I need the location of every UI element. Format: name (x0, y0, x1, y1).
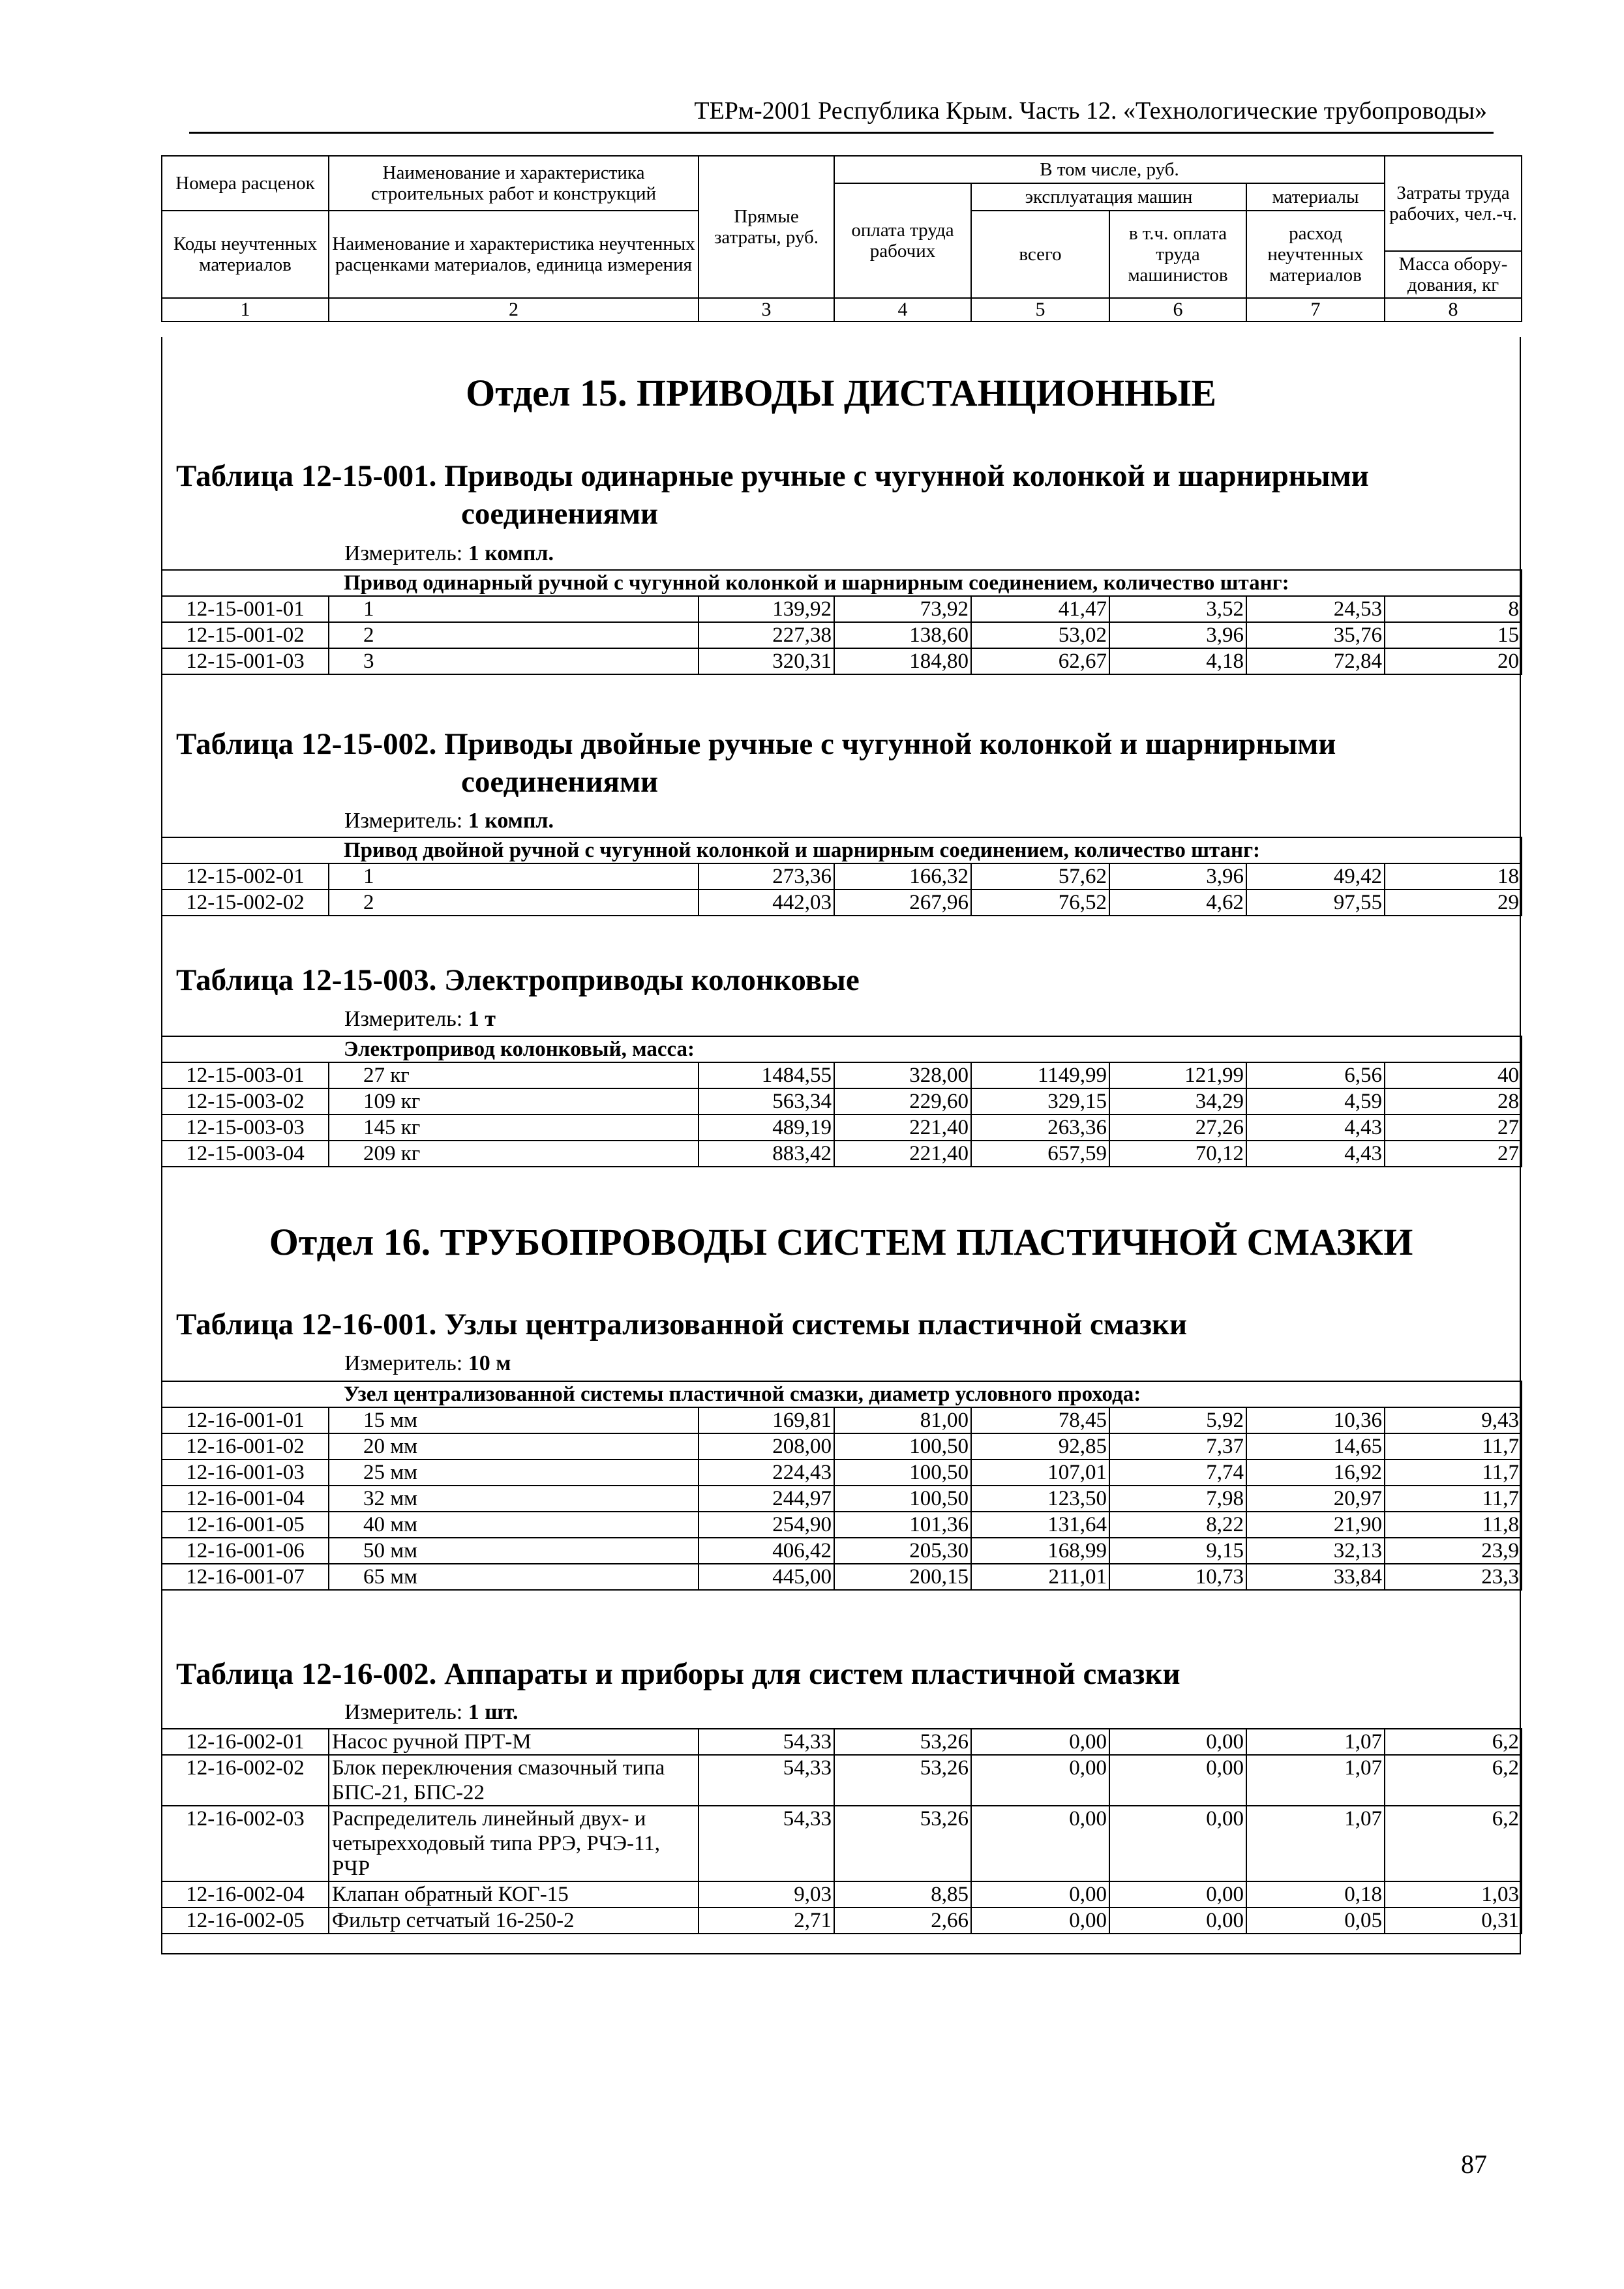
table-row (162, 1459, 1522, 1486)
rate-code-cell: 12-16-002-04 (162, 1881, 329, 1908)
value-cell: 27 (1385, 1115, 1522, 1141)
value-cell: 54,33 (699, 1755, 834, 1806)
value-cell: 273,36 (699, 863, 834, 890)
value-cell: 883,42 (699, 1141, 834, 1167)
value-cell: 27,26 (1109, 1115, 1246, 1141)
value-cell: 2,66 (834, 1908, 971, 1934)
value-cell: 328,00 (834, 1062, 971, 1088)
description-cell: Распределитель линейный двух- и четырехходовый типа РРЭ, РЧЭ-11, РЧР (329, 1806, 699, 1881)
table-row (162, 1407, 1522, 1433)
rate-code-cell: 12-16-001-01 (162, 1407, 329, 1433)
value-cell: 107,01 (971, 1459, 1109, 1486)
rate-code-cell: 12-16-002-03 (162, 1806, 329, 1881)
value-cell: 200,15 (834, 1564, 971, 1590)
header-machinist-pay: в т.ч. оплата труда машинистов (1109, 211, 1246, 298)
column-header-table (161, 155, 1522, 322)
value-cell: 0,00 (971, 1755, 1109, 1806)
description-cell: 15 мм (329, 1407, 699, 1433)
value-cell: 41,47 (971, 596, 1109, 622)
header-work-name: Наименование и характеристика строительных работ и конструкций (329, 156, 699, 211)
rates-table (161, 1728, 1522, 1934)
section-title: Отдел 15. ПРИВОДЫ ДИСТАНЦИОННЫЕ (466, 372, 1216, 414)
value-cell: 23,9 (1385, 1538, 1522, 1564)
header-equipment-mass: Масса обору-дования, кг (1385, 251, 1522, 298)
table-row (162, 1512, 1522, 1538)
value-cell: 72,84 (1246, 648, 1385, 674)
header-machines-total: всего (971, 211, 1109, 298)
value-cell: 2,71 (699, 1908, 834, 1934)
value-cell: 168,99 (971, 1538, 1109, 1564)
rates-table (161, 1381, 1522, 1591)
rates-table (161, 837, 1522, 916)
table-caption-row (162, 1036, 1522, 1062)
column-number: 7 (1246, 298, 1385, 322)
value-cell: 1,07 (1246, 1729, 1385, 1755)
value-cell: 263,36 (971, 1115, 1109, 1141)
table-caption: Привод двойной ручной с чугунной колонкой и шарнирным соединением, количество штанг: (162, 837, 1522, 863)
header-material-codes: Коды неучтенных материалов (162, 211, 329, 298)
rate-code-cell: 12-15-001-02 (162, 622, 329, 648)
rate-code-cell: 12-15-001-01 (162, 596, 329, 622)
value-cell: 10,73 (1109, 1564, 1246, 1590)
value-cell: 81,00 (834, 1407, 971, 1433)
table-row (162, 1538, 1522, 1564)
value-cell: 8,85 (834, 1881, 971, 1908)
value-cell: 21,90 (1246, 1512, 1385, 1538)
table-row (162, 1088, 1522, 1115)
value-cell: 138,60 (834, 622, 971, 648)
value-cell: 0,18 (1246, 1881, 1385, 1908)
rate-code-cell: 12-16-002-05 (162, 1908, 329, 1934)
value-cell: 7,98 (1109, 1486, 1246, 1512)
value-cell: 563,34 (699, 1088, 834, 1115)
description-cell: Клапан обратный КОГ-15 (329, 1881, 699, 1908)
table-caption-row (162, 1381, 1522, 1407)
table-title: Таблица 12-16-002. Аппараты и приборы для систем пластичной смазки (176, 1657, 1180, 1691)
value-cell: 221,40 (834, 1115, 971, 1141)
value-cell: 28 (1385, 1088, 1522, 1115)
rates-table (161, 569, 1522, 675)
unit-label: Измеритель: 10 м (344, 1351, 511, 1375)
value-cell: 184,80 (834, 648, 971, 674)
value-cell: 6,2 (1385, 1755, 1522, 1806)
value-cell: 76,52 (971, 890, 1109, 916)
value-cell: 78,45 (971, 1407, 1109, 1433)
description-cell: 109 кг (329, 1088, 699, 1115)
table-title: Таблица 12-15-002. Приводы двойные ручные с чугунной колонкой и шарнирными соединениями (176, 727, 1336, 799)
value-cell: 4,43 (1246, 1115, 1385, 1141)
value-cell: 53,02 (971, 622, 1109, 648)
table-row (162, 1433, 1522, 1459)
table-caption: Привод одинарный ручной с чугунной колонкой и шарнирным соединением, количество штанг: (162, 570, 1522, 596)
table-row (162, 1564, 1522, 1590)
table-row (162, 1141, 1522, 1167)
value-cell: 16,92 (1246, 1459, 1385, 1486)
value-cell: 32,13 (1246, 1538, 1385, 1564)
value-cell: 9,15 (1109, 1538, 1246, 1564)
value-cell: 169,81 (699, 1407, 834, 1433)
description-cell: 27 кг (329, 1062, 699, 1088)
section-title: Отдел 16. ТРУБОПРОВОДЫ СИСТЕМ ПЛАСТИЧНОЙ СМАЗКИ (269, 1221, 1413, 1263)
value-cell: 166,32 (834, 863, 971, 890)
value-cell: 1149,99 (971, 1062, 1109, 1088)
value-cell: 244,97 (699, 1486, 834, 1512)
header-worker-pay: оплата труда рабочих (834, 183, 971, 298)
header-rate-numbers: Номера расценок (162, 156, 329, 211)
rate-code-cell: 12-15-003-04 (162, 1141, 329, 1167)
value-cell: 70,12 (1109, 1141, 1246, 1167)
table-row (162, 622, 1522, 648)
description-cell: Фильтр сетчатый 16-250-2 (329, 1908, 699, 1934)
value-cell: 3,96 (1109, 863, 1246, 890)
value-cell: 6,2 (1385, 1729, 1522, 1755)
value-cell: 24,53 (1246, 596, 1385, 622)
table-row (162, 1806, 1522, 1881)
value-cell: 11,8 (1385, 1512, 1522, 1538)
header-machines: эксплуатация машин (971, 183, 1246, 211)
table-caption-row (162, 837, 1522, 863)
description-cell: 2 (329, 622, 699, 648)
value-cell: 8 (1385, 596, 1522, 622)
value-cell: 9,43 (1385, 1407, 1522, 1433)
header-labor-costs: Затраты труда рабочих, чел.-ч. (1385, 156, 1522, 251)
value-cell: 489,19 (699, 1115, 834, 1141)
rate-code-cell: 12-15-002-01 (162, 863, 329, 890)
unit-label: Измеритель: 1 компл. (344, 809, 554, 833)
value-cell: 229,60 (834, 1088, 971, 1115)
table-row (162, 1908, 1522, 1934)
table-row (162, 596, 1522, 622)
rate-code-cell: 12-16-002-02 (162, 1755, 329, 1806)
value-cell: 14,65 (1246, 1433, 1385, 1459)
value-cell: 0,00 (971, 1881, 1109, 1908)
value-cell: 0,00 (1109, 1806, 1246, 1881)
value-cell: 1,07 (1246, 1806, 1385, 1881)
value-cell: 320,31 (699, 648, 834, 674)
description-cell: 32 мм (329, 1486, 699, 1512)
table-row (162, 863, 1522, 890)
table-caption-row (162, 570, 1522, 596)
value-cell: 4,62 (1109, 890, 1246, 916)
table-row (162, 1729, 1522, 1755)
rate-code-cell: 12-15-003-01 (162, 1062, 329, 1088)
header-rule (189, 132, 1494, 134)
rate-code-cell: 12-16-001-07 (162, 1564, 329, 1590)
table-row (162, 648, 1522, 674)
value-cell: 1,07 (1246, 1755, 1385, 1806)
value-cell: 3,52 (1109, 596, 1246, 622)
description-cell: 209 кг (329, 1141, 699, 1167)
table-caption: Электропривод колонковый, масса: (162, 1036, 1522, 1062)
table-row (162, 890, 1522, 916)
rate-code-cell: 12-16-001-03 (162, 1459, 329, 1486)
value-cell: 4,59 (1246, 1088, 1385, 1115)
column-number: 1 (162, 298, 329, 322)
value-cell: 7,37 (1109, 1433, 1246, 1459)
header-materials: материалы (1246, 183, 1385, 211)
value-cell: 0,31 (1385, 1908, 1522, 1934)
value-cell: 254,90 (699, 1512, 834, 1538)
table-title: Таблица 12-15-001. Приводы одинарные ручные с чугунной колонкой и шарнирными соединениями (176, 459, 1369, 531)
value-cell: 6,2 (1385, 1806, 1522, 1881)
header-material-names: Наименование и характеристика неучтенных расценками материалов, единица измерения (329, 211, 699, 298)
value-cell: 267,96 (834, 890, 971, 916)
rate-code-cell: 12-15-003-02 (162, 1088, 329, 1115)
value-cell: 100,50 (834, 1459, 971, 1486)
table-row (162, 1115, 1522, 1141)
description-cell: 40 мм (329, 1512, 699, 1538)
description-cell: 1 (329, 863, 699, 890)
running-header: ТЕРм-2001 Республика Крым. Часть 12. «Технологические трубопроводы» (694, 97, 1487, 125)
value-cell: 23,3 (1385, 1564, 1522, 1590)
value-cell: 100,50 (834, 1433, 971, 1459)
value-cell: 1,03 (1385, 1881, 1522, 1908)
value-cell: 33,84 (1246, 1564, 1385, 1590)
value-cell: 445,00 (699, 1564, 834, 1590)
rate-code-cell: 12-15-003-03 (162, 1115, 329, 1141)
column-number: 3 (699, 298, 834, 322)
value-cell: 5,92 (1109, 1407, 1246, 1433)
description-cell: 50 мм (329, 1538, 699, 1564)
value-cell: 0,00 (1109, 1908, 1246, 1934)
value-cell: 0,00 (1109, 1729, 1246, 1755)
description-cell: 65 мм (329, 1564, 699, 1590)
value-cell: 205,30 (834, 1538, 971, 1564)
header-material-usage: расход неучтенных материалов (1246, 211, 1385, 298)
rate-code-cell: 12-16-001-05 (162, 1512, 329, 1538)
value-cell: 0,00 (971, 1908, 1109, 1934)
value-cell: 53,26 (834, 1729, 971, 1755)
rate-code-cell: 12-16-002-01 (162, 1729, 329, 1755)
description-cell: Блок переключения смазочный типа БПС-21, БПС-22 (329, 1755, 699, 1806)
value-cell: 11,7 (1385, 1486, 1522, 1512)
value-cell: 40 (1385, 1062, 1522, 1088)
value-cell: 7,74 (1109, 1459, 1246, 1486)
value-cell: 73,92 (834, 596, 971, 622)
value-cell: 27 (1385, 1141, 1522, 1167)
value-cell: 62,67 (971, 648, 1109, 674)
value-cell: 657,59 (971, 1141, 1109, 1167)
column-number: 5 (971, 298, 1109, 322)
value-cell: 0,00 (971, 1806, 1109, 1881)
value-cell: 101,36 (834, 1512, 971, 1538)
table-row (162, 1486, 1522, 1512)
value-cell: 123,50 (971, 1486, 1109, 1512)
description-cell: 2 (329, 890, 699, 916)
value-cell: 15 (1385, 622, 1522, 648)
value-cell: 54,33 (699, 1806, 834, 1881)
rates-table (161, 1036, 1522, 1167)
column-number: 4 (834, 298, 971, 322)
value-cell: 8,22 (1109, 1512, 1246, 1538)
value-cell: 54,33 (699, 1729, 834, 1755)
value-cell: 57,62 (971, 863, 1109, 890)
value-cell: 131,64 (971, 1512, 1109, 1538)
table-row (162, 1881, 1522, 1908)
value-cell: 100,50 (834, 1486, 971, 1512)
value-cell: 20 (1385, 648, 1522, 674)
column-number: 6 (1109, 298, 1246, 322)
value-cell: 1484,55 (699, 1062, 834, 1088)
value-cell: 121,99 (1109, 1062, 1246, 1088)
description-cell: Насос ручной ПРТ-М (329, 1729, 699, 1755)
table-row (162, 1062, 1522, 1088)
value-cell: 208,00 (699, 1433, 834, 1459)
value-cell: 442,03 (699, 890, 834, 916)
rate-code-cell: 12-16-001-04 (162, 1486, 329, 1512)
value-cell: 34,29 (1109, 1088, 1246, 1115)
unit-label: Измеритель: 1 т (344, 1007, 496, 1031)
value-cell: 92,85 (971, 1433, 1109, 1459)
unit-label: Измеритель: 1 компл. (344, 541, 554, 565)
table-title: Таблица 12-16-001. Узлы централизованной системы пластичной смазки (176, 1308, 1188, 1341)
rate-code-cell: 12-15-001-03 (162, 648, 329, 674)
value-cell: 53,26 (834, 1755, 971, 1806)
value-cell: 3,96 (1109, 622, 1246, 648)
table-row (162, 1755, 1522, 1806)
header-including: В том числе, руб. (834, 156, 1385, 183)
value-cell: 406,42 (699, 1538, 834, 1564)
header-direct-costs: Прямые затраты, руб. (699, 156, 834, 298)
description-cell: 20 мм (329, 1433, 699, 1459)
unit-label: Измеритель: 1 шт. (344, 1700, 519, 1724)
description-cell: 1 (329, 596, 699, 622)
value-cell: 221,40 (834, 1141, 971, 1167)
rate-code-cell: 12-15-002-02 (162, 890, 329, 916)
value-cell: 10,36 (1246, 1407, 1385, 1433)
value-cell: 97,55 (1246, 890, 1385, 916)
description-cell: 145 кг (329, 1115, 699, 1141)
column-number: 2 (329, 298, 699, 322)
value-cell: 211,01 (971, 1564, 1109, 1590)
value-cell: 329,15 (971, 1088, 1109, 1115)
page-number: 87 (1461, 2149, 1487, 2179)
description-cell: 3 (329, 648, 699, 674)
value-cell: 29 (1385, 890, 1522, 916)
rate-code-cell: 12-16-001-02 (162, 1433, 329, 1459)
value-cell: 53,26 (834, 1806, 971, 1881)
value-cell: 11,7 (1385, 1459, 1522, 1486)
value-cell: 0,00 (1109, 1881, 1246, 1908)
table-caption: Узел централизованной системы пластичной смазки, диаметр условного прохода: (162, 1381, 1522, 1407)
value-cell: 9,03 (699, 1881, 834, 1908)
value-cell: 0,05 (1246, 1908, 1385, 1934)
value-cell: 6,56 (1246, 1062, 1385, 1088)
value-cell: 227,38 (699, 622, 834, 648)
value-cell: 20,97 (1246, 1486, 1385, 1512)
table-title: Таблица 12-15-003. Электроприводы колонковые (176, 963, 860, 997)
value-cell: 139,92 (699, 596, 834, 622)
value-cell: 11,7 (1385, 1433, 1522, 1459)
rate-code-cell: 12-16-001-06 (162, 1538, 329, 1564)
value-cell: 4,43 (1246, 1141, 1385, 1167)
value-cell: 0,00 (971, 1729, 1109, 1755)
value-cell: 49,42 (1246, 863, 1385, 890)
value-cell: 4,18 (1109, 648, 1246, 674)
value-cell: 0,00 (1109, 1755, 1246, 1806)
column-number: 8 (1385, 298, 1522, 322)
value-cell: 18 (1385, 863, 1522, 890)
description-cell: 25 мм (329, 1459, 699, 1486)
value-cell: 35,76 (1246, 622, 1385, 648)
value-cell: 224,43 (699, 1459, 834, 1486)
